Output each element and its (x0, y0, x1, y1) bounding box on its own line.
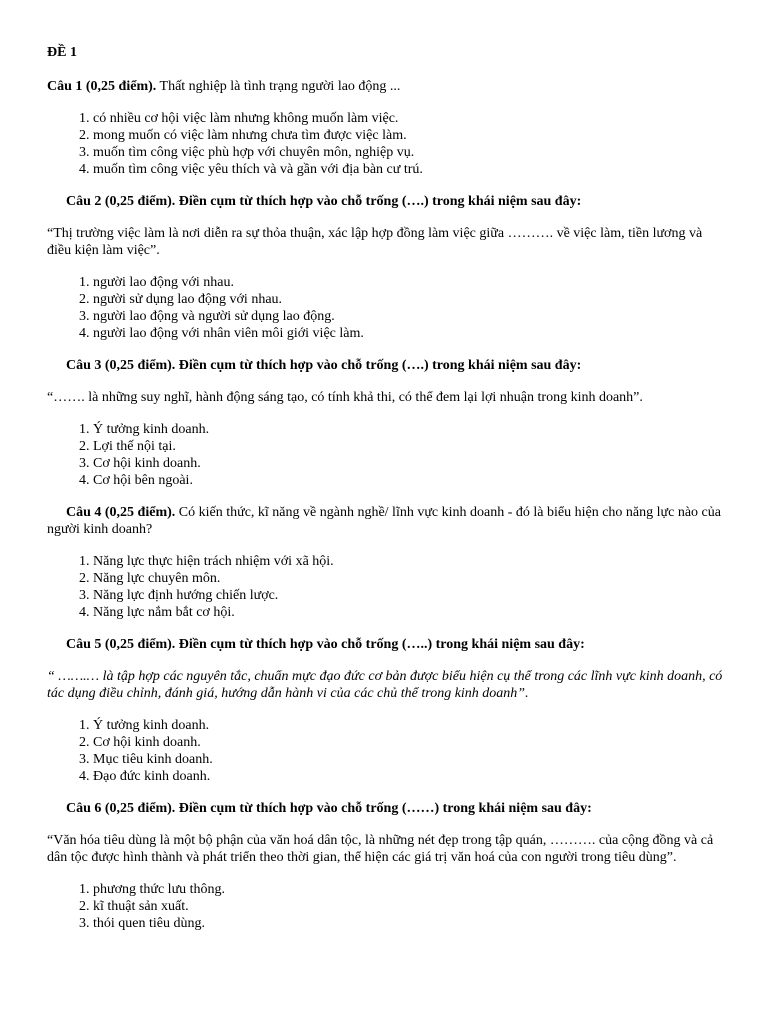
question-6-heading: Câu 6 (0,25 điểm). Điền cụm từ thích hợp vào chỗ trống (……) trong khái niệm sau đây: (66, 801, 592, 816)
question-3-heading: Câu 3 (0,25 điểm). Điền cụm từ thích hợp vào chỗ trống (….) trong khái niệm sau đây: (66, 358, 582, 373)
option-item: 1. phương thức lưu thông. (93, 881, 727, 898)
option-item: 4. Cơ hội bên ngoài. (93, 472, 727, 489)
question-2-options (47, 274, 727, 342)
question-5-heading: Câu 5 (0,25 điểm). Điền cụm từ thích hợp vào chỗ trống (…..) trong khái niệm sau đây: (66, 637, 585, 652)
question-1-text: Thất nghiệp là tình trạng người lao động ... (156, 79, 401, 94)
question-1-label: Câu 1 (0,25 điểm). (47, 79, 157, 94)
option-item: 3. muốn tìm công việc phù hợp với chuyên môn, nghiệp vụ. (93, 144, 727, 161)
option-item: 2. mong muốn có việc làm nhưng chưa tìm được việc làm. (93, 127, 727, 144)
question-3-passage: “……. là những suy nghĩ, hành động sáng tạo, có tính khả thi, có thể đem lại lợi nhuận trong kinh doanh”. (47, 390, 643, 405)
question-3-options (47, 421, 727, 489)
option-item: 1. Năng lực thực hiện trách nhiệm với xã hội. (93, 553, 727, 570)
question-4-text: Có kiến thức, kĩ năng về ngành nghề/ lĩnh vực kinh doanh - đó là biểu hiện cho năng lực nào của người kinh doanh? (47, 505, 721, 537)
option-item: 4. muốn tìm công việc yêu thích và và gần với địa bàn cư trú. (93, 161, 727, 178)
option-item: 2. Cơ hội kinh doanh. (93, 734, 727, 751)
option-item: 3. Mục tiêu kinh doanh. (93, 751, 727, 768)
question-4 (47, 504, 727, 538)
exam-document (47, 44, 727, 947)
question-4-options (47, 553, 727, 621)
option-item: 3. Cơ hội kinh doanh. (93, 455, 727, 472)
option-item: 3. Năng lực định hướng chiến lược. (93, 587, 727, 604)
question-5-options (47, 717, 727, 785)
question-4-label: Câu 4 (0,25 điểm). (66, 505, 176, 520)
option-item: 3. thói quen tiêu dùng. (93, 915, 727, 932)
option-item: 2. Lợi thế nội tại. (93, 438, 727, 455)
option-item: 1. người lao động với nhau. (93, 274, 727, 291)
option-item: 4. Đạo đức kinh doanh. (93, 768, 727, 785)
option-item: 2. kĩ thuật sản xuất. (93, 898, 727, 915)
question-1-options (47, 110, 727, 178)
question-2-passage: “Thị trường việc làm là nơi diễn ra sự thỏa thuận, xác lập hợp đồng làm việc giữa ………. về việc làm, tiền lương và điều kiện làm việc”. (47, 226, 703, 258)
option-item: 4. người lao động với nhân viên môi giới việc làm. (93, 325, 727, 342)
option-item: 2. Năng lực chuyên môn. (93, 570, 727, 587)
question-6-options (47, 881, 727, 932)
question-2-heading: Câu 2 (0,25 điểm). Điền cụm từ thích hợp vào chỗ trống (….) trong khái niệm sau đây: (66, 194, 582, 209)
option-item: 3. người lao động và người sử dụng lao động. (93, 308, 727, 325)
exam-title: ĐỀ 1 (47, 45, 77, 60)
option-item: 2. người sử dụng lao động với nhau. (93, 291, 727, 308)
option-item: 4. Năng lực nắm bắt cơ hội. (93, 604, 727, 621)
question-1 (47, 78, 727, 95)
question-6-passage: “Văn hóa tiêu dùng là một bộ phận của văn hoá dân tộc, là những nét đẹp trong tập quán, ………. của cộng đồng và cả dân tộc được hình thành và phát triển theo thời gian, thể hiện các giá trị văn hoá của con người trong tiêu dùng”. (47, 833, 714, 865)
option-item: 1. có nhiều cơ hội việc làm nhưng không muốn làm việc. (93, 110, 727, 127)
option-item: 1. Ý tưởng kinh doanh. (93, 421, 727, 438)
question-5-passage: “ …….… là tập hợp các nguyên tắc, chuẩn mực đạo đức cơ bản được biểu hiện cụ thể trong các lĩnh vực kinh doanh, có tác dụng điều chỉnh, đánh giá, hướng dẫn hành vi của các chủ thể trong kinh doanh”. (47, 669, 723, 701)
option-item: 1. Ý tưởng kinh doanh. (93, 717, 727, 734)
